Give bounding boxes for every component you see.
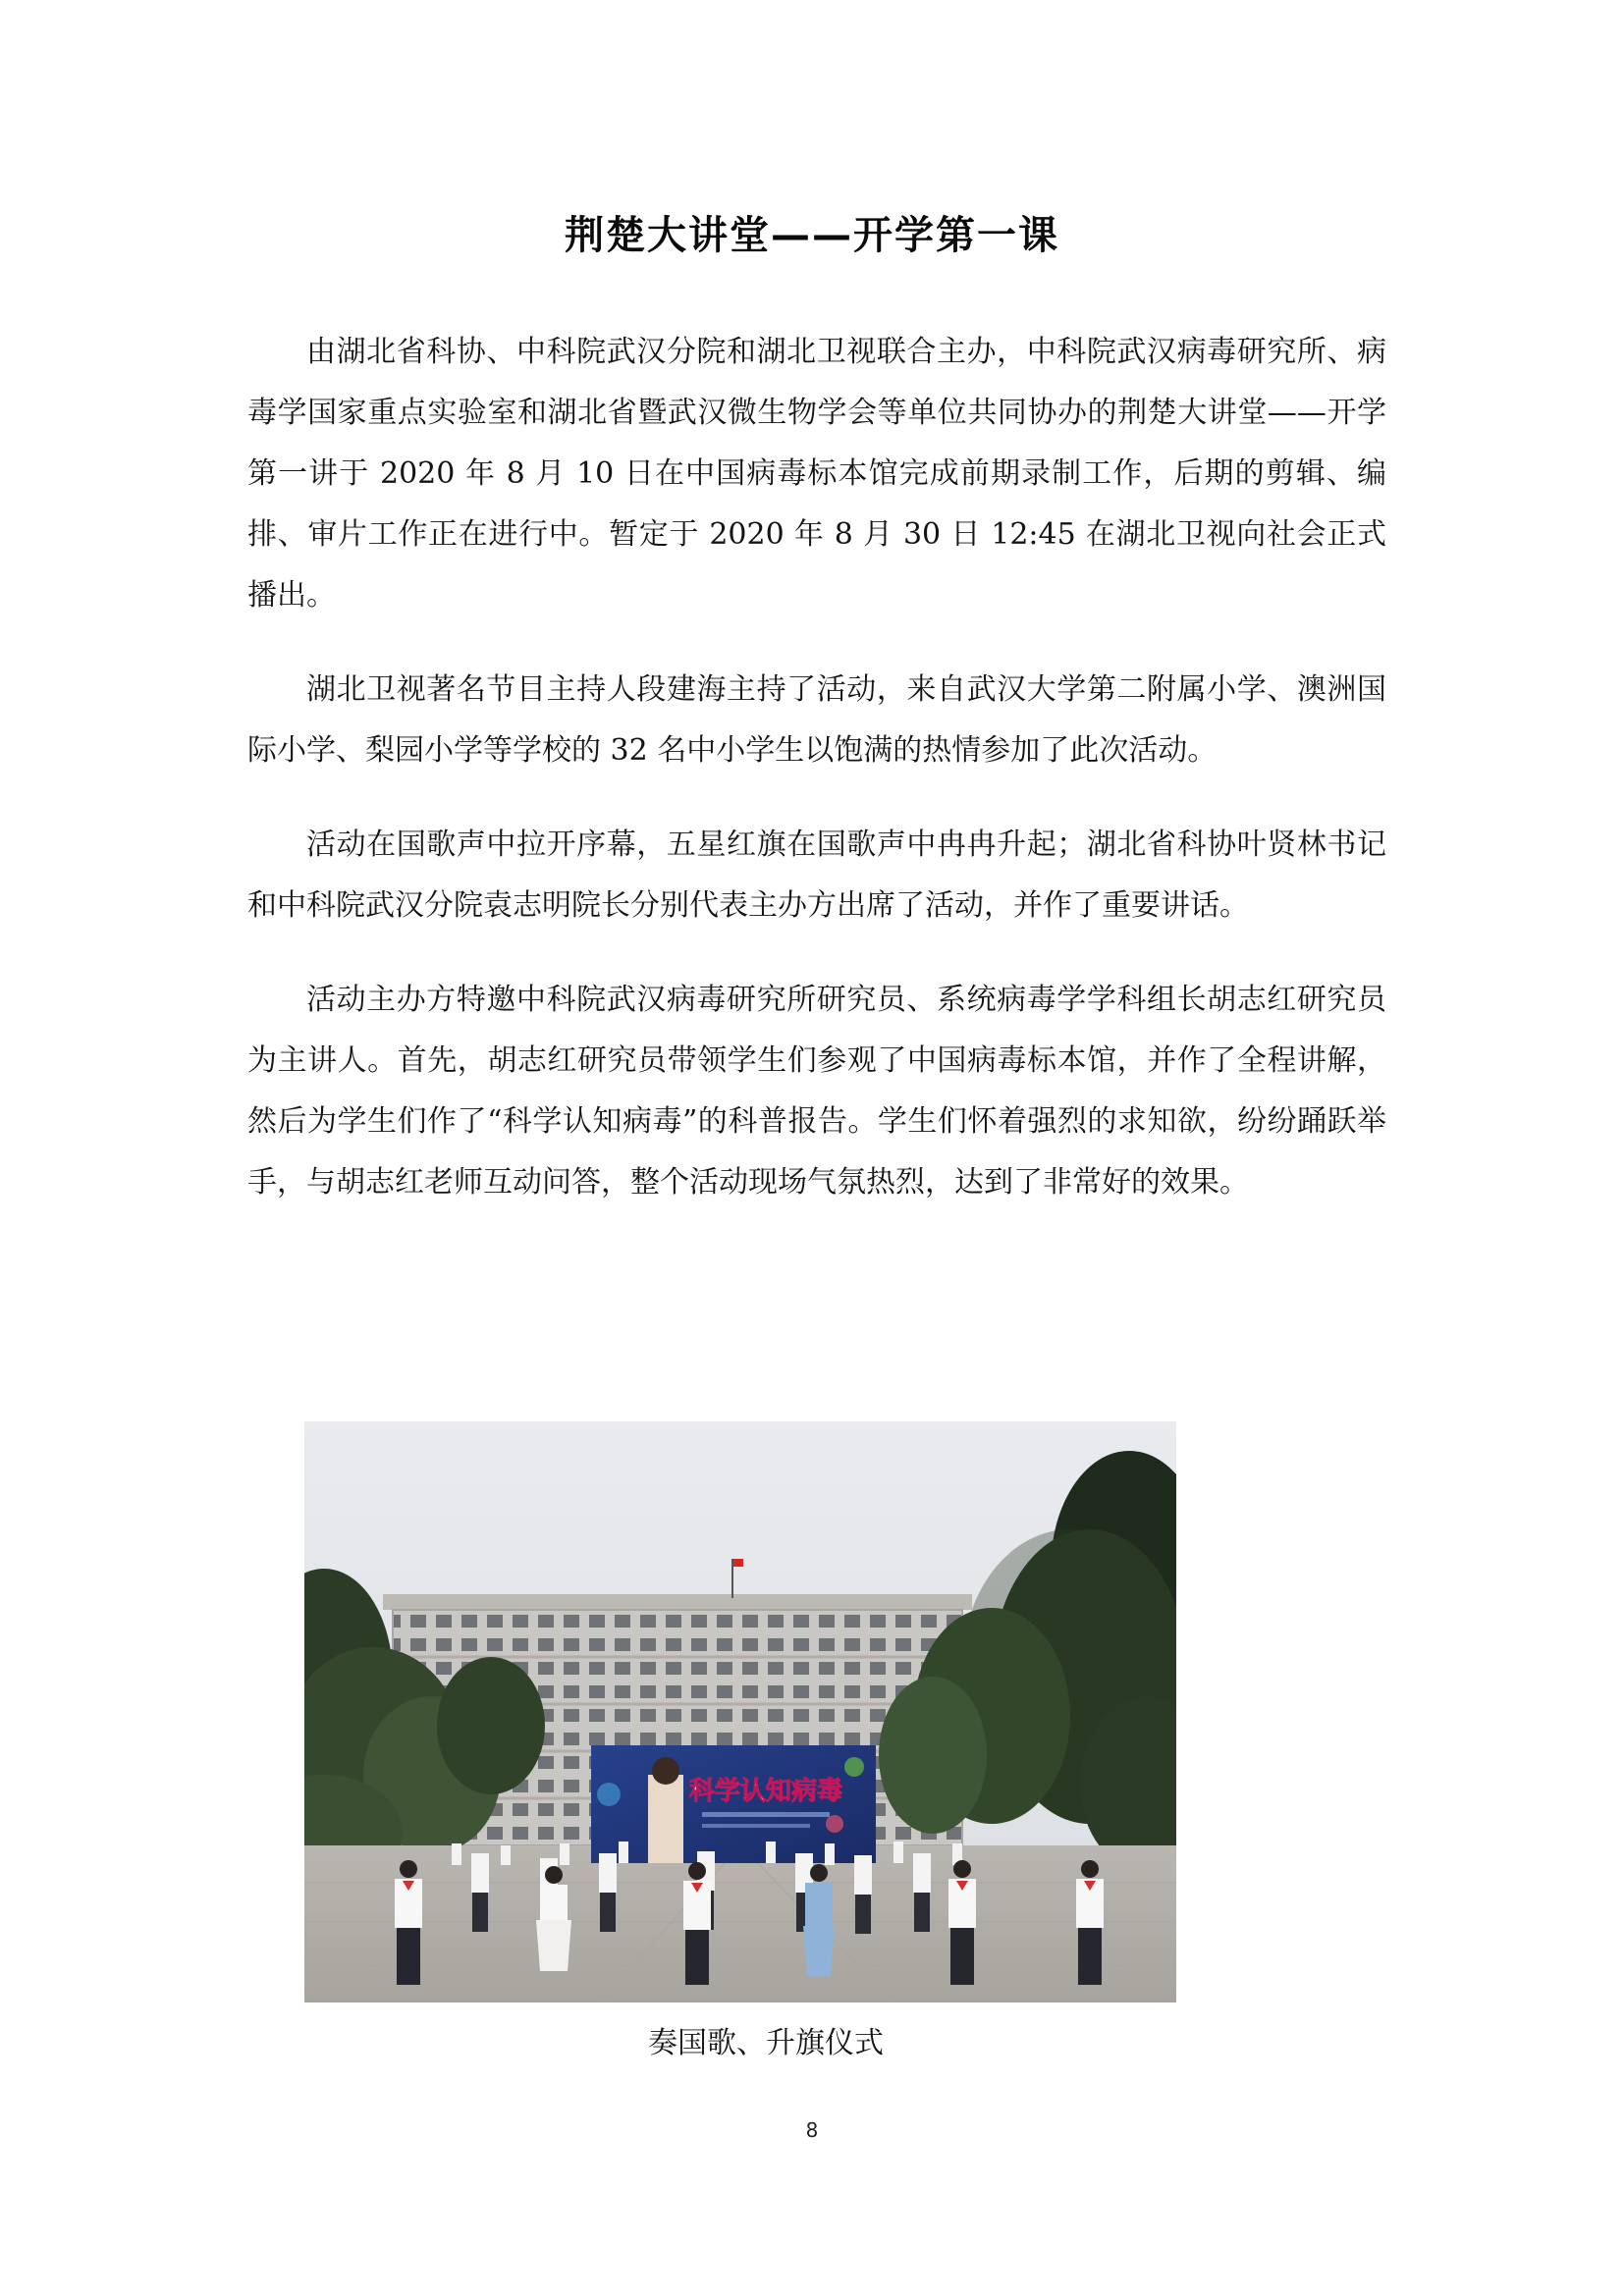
page-number: 8 [805,2118,819,2142]
paragraph-2: 湖北卫视著名节目主持人段建海主持了活动，来自武汉大学第二附属小学、澳洲国际小学、梨园小学等学校的 32 名中小学生以饱满的热情参加了此次活动。 [247,672,1386,768]
ceremony-photo [304,1421,1176,2002]
paragraph-3: 活动在国歌声中拉开序幕，五星红旗在国歌声中冉冉升起；湖北省科协叶贤林书记和中科院武汉分院袁志明院长分别代表主办方出席了活动，并作了重要讲话。 [247,828,1386,923]
figure-caption: 奏国歌、升旗仪式 [648,2026,884,2060]
banner-text: 科学认知病毒 [688,1777,843,1806]
page-title: 荆楚大讲堂——开学第一课 [565,213,1059,258]
paragraph-4: 活动主办方特邀中科院武汉病毒研究所研究员、系统病毒学学科组长胡志红研究员为主讲人。首先，胡志红研究员带领学生们参观了中国病毒标本馆，并作了全程讲解，然后为学生们作了“科学认知病毒”的科普报告。学生们怀着强烈的求知欲，纷纷踊跃举手，与胡志红老师互动问答，整个活动现场气氛热烈，达到了非常好的效果。 [247,983,1386,1200]
paragraph-1: 由湖北省科协、中科院武汉分院和湖北卫视联合主办，中科院武汉病毒研究所、病毒学国家重点实验室和湖北省暨武汉微生物学会等单位共同协办的荆楚大讲堂——开学第一讲于 2020 年 8 月 10 日在中国病毒标本馆完成前期录制工作，后期的剪辑、编排、审片工作正在进行中。暂定于 2020 年 8 月 30 日 12:45 在湖北卫视向社会正式播出。 [247,335,1386,613]
article-body [247,322,1386,1213]
